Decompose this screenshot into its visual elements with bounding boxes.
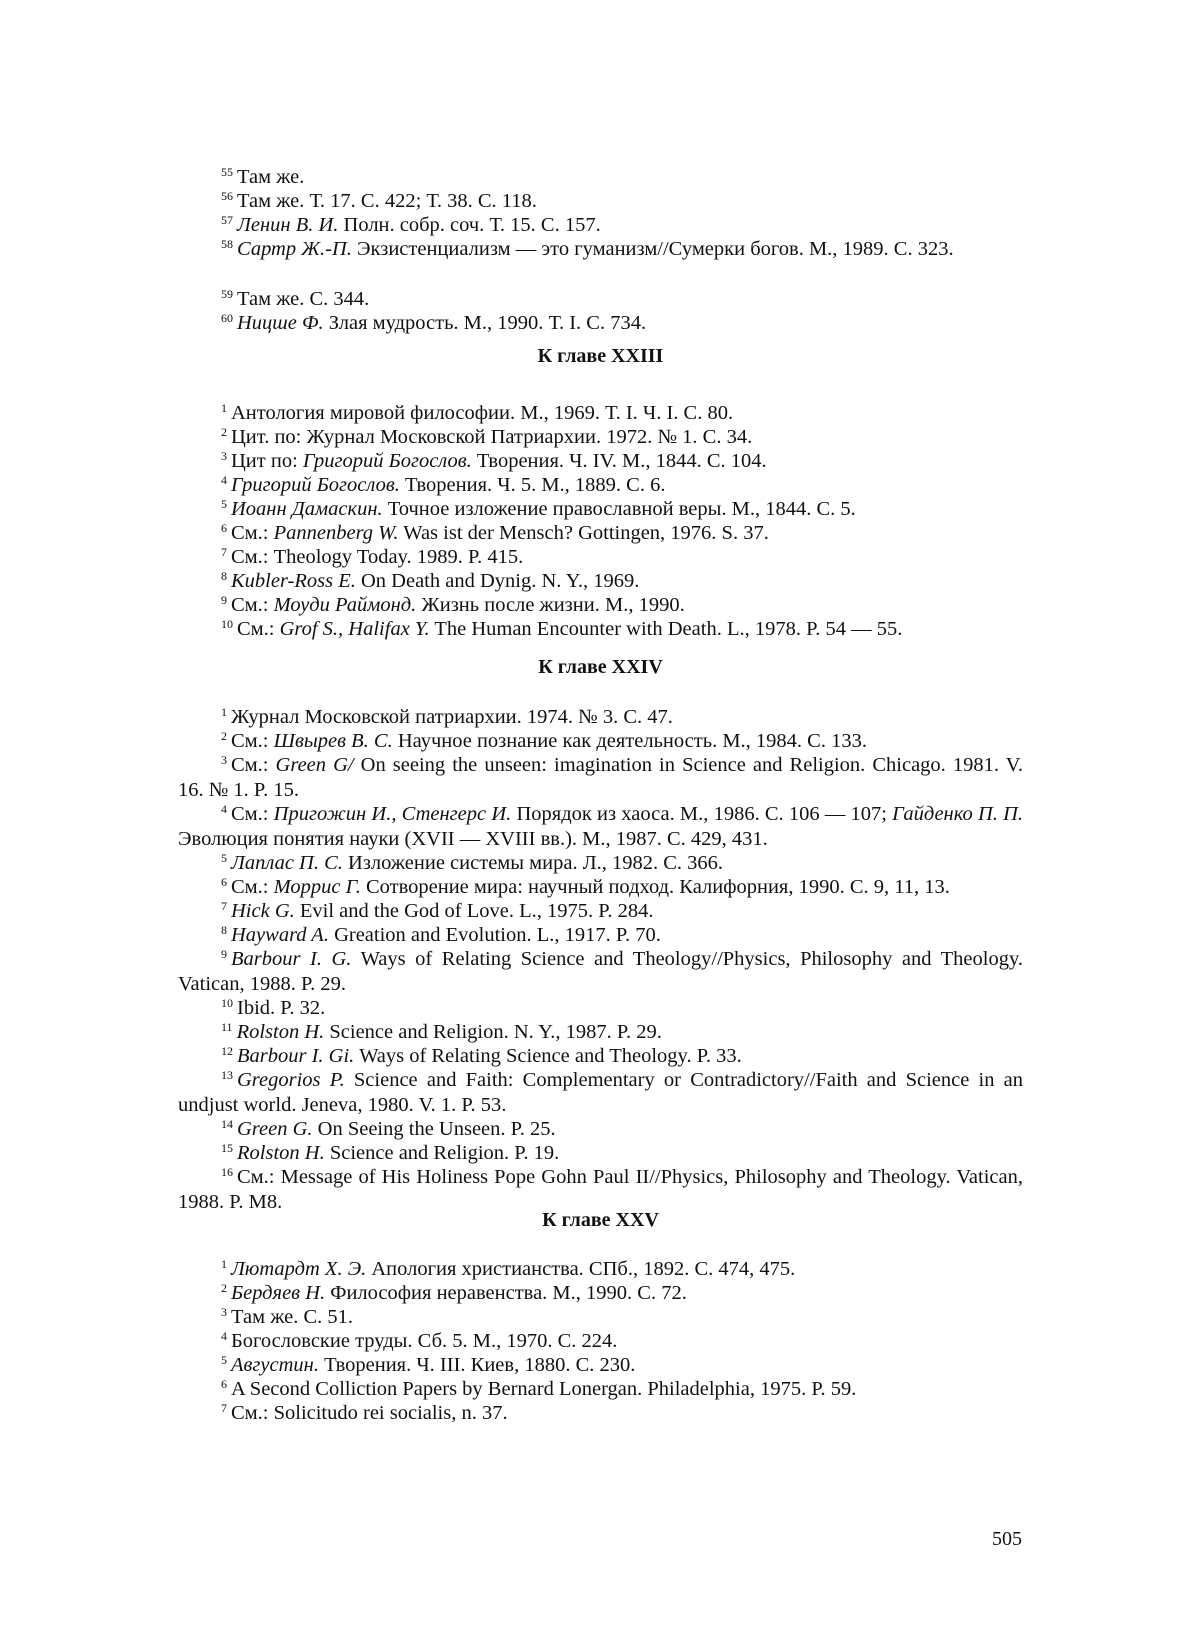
footnote-text: Сотворение мира: научный подход. Калифорния, 1990. С. 9, 11, 13.: [360, 876, 950, 898]
footnote-prefix: См.:: [231, 754, 276, 776]
footnote-author: Иоанн Дамаскин.: [231, 498, 383, 520]
footnote-text: Апология христианства. СПб., 1892. С. 474, 475.: [366, 1258, 796, 1280]
footnote-text: Greation and Evolution. L., 1917. P. 70.: [328, 924, 661, 946]
footnote-number: 8: [221, 923, 227, 937]
footnote-text: Журнал Московской патриархии. 1974. № 3. С. 47.: [231, 706, 673, 728]
footnote-text: The Human Encounter with Death. L., 1978. P. 54 — 55.: [429, 618, 903, 640]
footnote-text: On Death and Dynig. N. Y., 1969.: [355, 570, 640, 592]
footnote: [178, 1020, 1023, 1045]
footnote-author: Швырев В. С.: [273, 730, 393, 752]
footnote-number: 57: [221, 213, 233, 227]
footnote: [178, 473, 1023, 498]
footnote-author: Ленин В. И.: [237, 214, 339, 236]
footnote: [178, 753, 1023, 802]
footnote-text: On Seeing the Unseen. P. 25.: [312, 1118, 556, 1140]
footnote: [178, 311, 1023, 336]
footnote-author: Rolston H.: [236, 1021, 325, 1043]
footnote-author: Barbour I. Gi.: [237, 1045, 355, 1067]
footnote-number: 2: [221, 425, 227, 439]
footnote: [178, 569, 1023, 594]
footnote-author: Григорий Богослов.: [231, 474, 400, 496]
footnote-author: Лаплас П. С.: [231, 852, 343, 874]
footnote: [178, 875, 1023, 900]
footnote: [178, 923, 1023, 948]
footnote-author: Моррис Г.: [273, 876, 361, 898]
footnote: [178, 705, 1023, 730]
footnote-number: 58: [221, 237, 233, 251]
footnote-number: 5: [221, 497, 227, 511]
footnote: [178, 1117, 1023, 1142]
footnote: [178, 1044, 1023, 1069]
footnote-text: См.: Theology Today. 1989. P. 415.: [231, 546, 524, 568]
footnote: [178, 947, 1023, 996]
footnote: [178, 237, 1023, 262]
footnote: [178, 996, 1023, 1021]
footnote-text: A Second Colliction Papers by Bernard Lonergan. Philadelphia, 1975. P. 59.: [231, 1378, 857, 1400]
footnote-number: 9: [221, 947, 227, 961]
footnote-number: 7: [221, 899, 227, 913]
footnote-number: 7: [221, 1401, 227, 1415]
footnote-author: Pannenberg W.: [273, 522, 399, 544]
footnote-number: 2: [221, 729, 227, 743]
footnote: [178, 1068, 1023, 1117]
footnote-number: 6: [221, 1377, 227, 1391]
footnote: [178, 287, 1023, 312]
footnote-author: Моуди Раймонд.: [273, 594, 417, 616]
footnote-author: Августин.: [231, 1354, 319, 1376]
footnote-number: 7: [221, 545, 227, 559]
footnote-number: 6: [221, 875, 227, 889]
footnote-author: Сартр Ж.-П.: [237, 238, 352, 260]
footnote-text: Там же. С. 344.: [237, 288, 370, 310]
footnote-author: Ницше Ф.: [237, 312, 324, 334]
footnote-number: 1: [221, 705, 227, 719]
section-heading: К главе XXV: [542, 1209, 659, 1231]
footnote-text: Там же.: [237, 166, 305, 188]
footnote-author: Green G.: [237, 1118, 313, 1140]
footnote: [178, 545, 1023, 570]
footnote-text: Science and Faith: Complementary or Contradictory//Faith and Science in an undjust world. Jeneva, 1980. V. 1. P. 53.: [178, 1069, 1023, 1116]
footnote-number: 12: [221, 1044, 233, 1058]
footnote-text: Эволюция понятия науки (XVII — XVIII вв.). М., 1987. С. 429, 431.: [178, 827, 768, 850]
footnote-prefix: См.:: [237, 618, 280, 640]
footnote-prefix: См.:: [231, 876, 274, 898]
footnote-author: Barbour I. G.: [231, 948, 352, 970]
footnote-number: 55: [221, 165, 233, 179]
footnote-number: 3: [221, 449, 227, 463]
footnote: [178, 497, 1023, 522]
footnote-text: Порядок из хаоса. М., 1986. С. 106 — 107;: [511, 803, 893, 825]
footnote-number: 13: [221, 1068, 233, 1082]
footnote-number: 5: [221, 851, 227, 865]
footnote-text: Творения. Ч. 5. М., 1889. С. 6.: [399, 474, 666, 496]
footnote-text: Ways of Relating Science and Theology//Physics, Philosophy and Theology. Vatican, 1988. P. 29.: [178, 948, 1024, 995]
footnote-number: 60: [221, 311, 233, 325]
footnote-text: Философия неравенства. М., 1990. С. 72.: [325, 1282, 687, 1304]
footnote: [178, 165, 1023, 190]
footnote-number: 59: [221, 287, 233, 301]
section-heading: К главе XXIII: [537, 345, 664, 367]
footnote-text: Evil and the God of Love. L., 1975. P. 284.: [294, 900, 654, 922]
footnote-text: Творения. Ч. IV. М., 1844. С. 104.: [471, 450, 767, 472]
section-heading: К главе XXIV: [538, 656, 663, 678]
footnote-prefix: См.:: [231, 803, 274, 825]
footnote-text: Цит. по: Журнал Московской Патриархии. 1972. № 1. С. 34.: [231, 426, 753, 448]
page-number: 505: [992, 1528, 1022, 1550]
footnote-author: Гайденко П. П.: [892, 803, 1024, 825]
footnote-author: Лютардт Х. Э.: [231, 1258, 367, 1280]
footnote-number: 16: [221, 1165, 233, 1179]
footnote-number: 8: [221, 569, 227, 583]
footnote-author: Григорий Богослов.: [302, 450, 472, 472]
footnote: [178, 802, 1023, 851]
footnote-number: 3: [221, 1305, 227, 1319]
footnote-text: Полн. собр. соч. Т. 15. С. 157.: [338, 214, 601, 236]
footnote-text: См.: Solicitudo rei socialis, n. 37.: [231, 1402, 508, 1424]
footnote: [178, 1305, 1023, 1330]
footnote-text: Ways of Relating Science and Theology. P. 33.: [354, 1045, 742, 1067]
footnote-author: Green G/: [275, 754, 354, 776]
footnote-text: Ibid. P. 32.: [237, 997, 326, 1019]
footnote: [178, 1281, 1023, 1306]
footnote-text: См.: Message of His Holiness Pope Gohn Paul II//Physics, Philosophy and Theology. Vatican, 1988. P. M8.: [178, 1166, 1023, 1213]
footnote-text: Там же. Т. 17. С. 422; Т. 38. С. 118.: [237, 190, 537, 212]
footnote-text: Was ist der Mensch? Gottingen, 1976. S. 37.: [398, 522, 769, 544]
footnote-author: Rolston H.: [237, 1142, 325, 1164]
footnote: [178, 1353, 1023, 1378]
footnote: [178, 729, 1023, 754]
footnote-number: 4: [221, 1329, 227, 1343]
footnote-number: 3: [221, 753, 227, 767]
footnote-author: Бердяев Н.: [231, 1282, 326, 1304]
footnote: [178, 1141, 1023, 1166]
footnote: [178, 189, 1023, 214]
footnote-text: On seeing the unseen: imagination in Science and Religion. Chicago. 1981. V. 16. № 1. P. 15.: [178, 754, 1023, 801]
footnote-prefix: См.:: [231, 594, 274, 616]
footnote-text: Научное познание как деятельность. М., 1984. С. 133.: [392, 730, 867, 752]
footnote-number: 9: [221, 593, 227, 607]
footnote-text: Жизнь после жизни. М., 1990.: [416, 594, 685, 616]
footnote-text: Точное изложение православной веры. М., 1844. С. 5.: [382, 498, 856, 520]
footnote-text: Science and Religion. P. 19.: [324, 1142, 560, 1164]
footnote: [178, 521, 1023, 546]
footnote: [178, 1377, 1023, 1402]
footnote-number: 15: [221, 1141, 233, 1155]
footnote: [178, 899, 1023, 924]
footnote-number: 10: [221, 996, 233, 1010]
footnote-author: Grof S., Halifax Y.: [279, 618, 430, 640]
footnote: [178, 425, 1023, 450]
footnote-number: 11: [221, 1020, 233, 1034]
footnote-number: 1: [221, 401, 227, 415]
footnote: [178, 1329, 1023, 1354]
footnote-prefix: См.:: [231, 730, 274, 752]
footnote-number: 1: [221, 1257, 227, 1271]
footnote-number: 14: [221, 1117, 233, 1131]
footnote-text: Science and Religion. N. Y., 1987. P. 29.: [324, 1021, 662, 1043]
footnote-number: 4: [221, 802, 227, 816]
footnote: [178, 851, 1023, 876]
footnote-prefix: См.:: [231, 522, 274, 544]
footnote-text: Изложение системы мира. Л., 1982. С. 366.: [342, 852, 724, 874]
footnote-text: Там же. С. 51.: [231, 1306, 353, 1328]
footnote: [178, 1401, 1023, 1426]
footnote-text: Творения. Ч. III. Киев, 1880. С. 230.: [318, 1354, 636, 1376]
footnote: [178, 213, 1023, 238]
footnote: [178, 401, 1023, 426]
footnote: [178, 593, 1023, 618]
footnote-prefix: Цит по:: [231, 450, 303, 472]
footnote-number: 10: [221, 617, 233, 631]
footnote-text: Богословские труды. Сб. 5. М., 1970. С. 224.: [231, 1330, 618, 1352]
footnote-number: 4: [221, 473, 227, 487]
footnote: [178, 449, 1023, 474]
footnote-number: 5: [221, 1353, 227, 1367]
footnote-author: Gregorios P.: [237, 1069, 345, 1091]
footnote-author: Kubler-Ross E.: [231, 570, 356, 592]
footnote: [178, 617, 1023, 642]
footnote-number: 2: [221, 1281, 227, 1295]
footnote: [178, 1257, 1023, 1282]
footnote: [178, 1165, 1023, 1214]
footnote-text: Экзистенциализм — это гуманизм//Сумерки богов. М., 1989. С. 323.: [351, 238, 954, 260]
footnote-author: Hayward A.: [231, 924, 329, 946]
footnote-number: 6: [221, 521, 227, 535]
footnote-text: Антология мировой философии. М., 1969. Т. I. Ч. I. С. 80.: [231, 402, 734, 424]
footnote-author: Hick G.: [231, 900, 295, 922]
footnote-text: Злая мудрость. М., 1990. Т. I. С. 734.: [323, 312, 647, 334]
footnote-number: 56: [221, 189, 233, 203]
footnote-author: Пригожин И., Стенгерс И.: [273, 803, 512, 825]
